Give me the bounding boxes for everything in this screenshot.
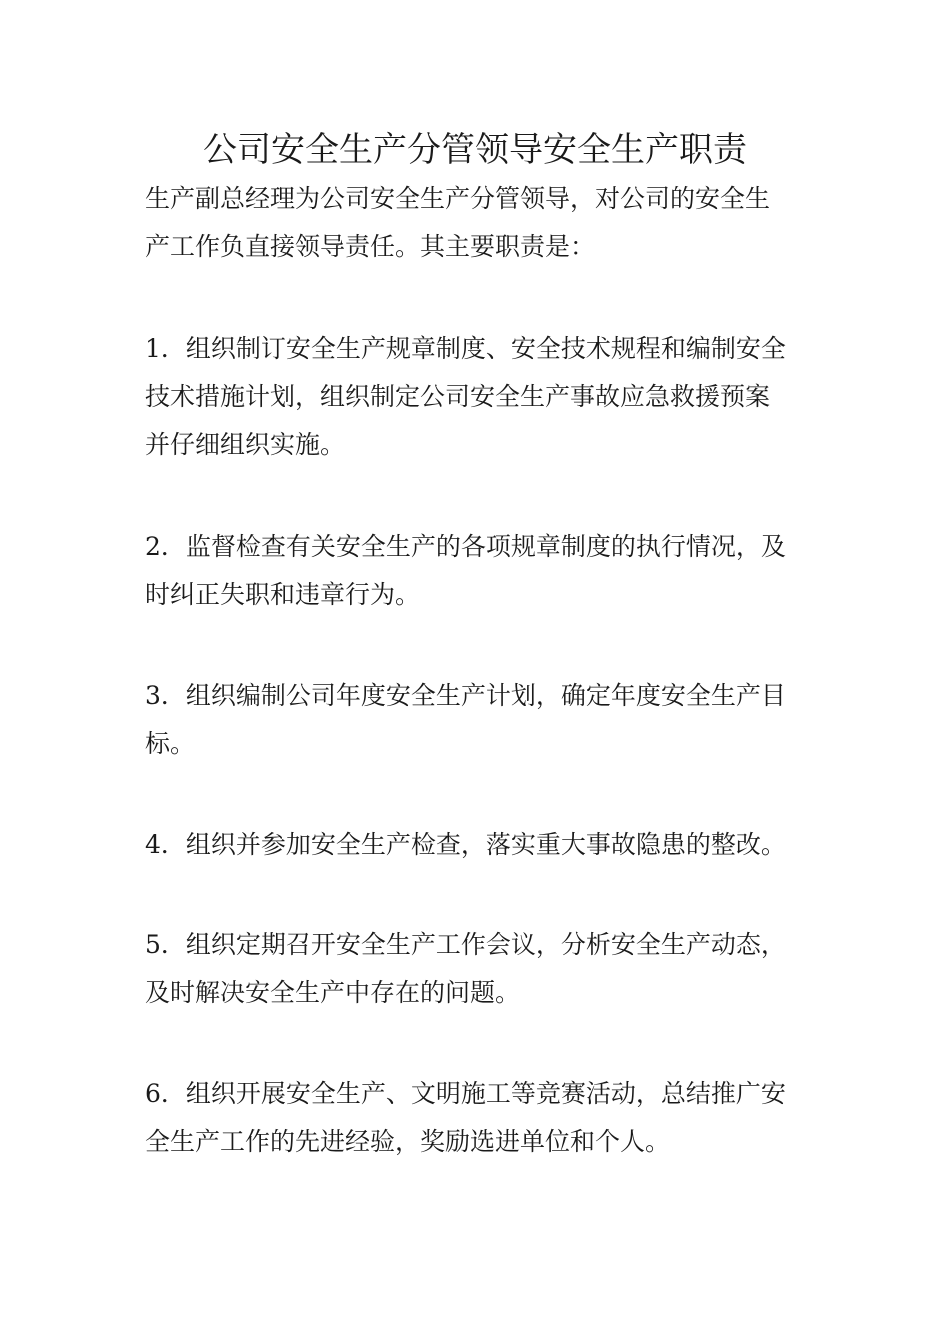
duty-item-1 xyxy=(145,325,807,469)
text-line: 生产副总经理为公司安全生产分管领导，对公司的安全生 xyxy=(145,184,771,213)
text-line: 并仔细组织实施。 xyxy=(145,430,346,459)
text-line: 标。 xyxy=(145,729,196,758)
duty-item-3 xyxy=(145,672,807,768)
duty-item-2 xyxy=(145,523,807,619)
duty-item-6 xyxy=(145,1070,807,1166)
text-line: 6．组织开展安全生产、文明施工等竞赛活动，总结推广安 xyxy=(145,1079,786,1108)
text-line: 1．组织制订安全生产规章制度、安全技术规程和编制安全 xyxy=(145,334,786,363)
duty-item-4 xyxy=(145,821,807,869)
text-line: 及时解决安全生产中存在的问题。 xyxy=(145,978,521,1007)
text-line: 产工作负直接领导责任。其主要职责是： xyxy=(145,232,596,261)
intro-paragraph xyxy=(145,175,807,271)
text-line: 时纠正失职和违章行为。 xyxy=(145,580,421,609)
text-line: 技术措施计划，组织制定公司安全生产事故应急救援预案 xyxy=(145,382,771,411)
text-line: 全生产工作的先进经验，奖励选进单位和个人。 xyxy=(145,1127,671,1156)
text-line: 5．组织定期召开安全生产工作会议，分析安全生产动态， xyxy=(145,930,786,959)
text-line: 4．组织并参加安全生产检查，落实重大事故隐患的整改。 xyxy=(145,830,786,859)
duty-item-5 xyxy=(145,921,807,1017)
text-line: 2．监督检查有关安全生产的各项规章制度的执行情况，及 xyxy=(145,532,786,561)
page-title: 公司安全生产分管领导安全生产职责 xyxy=(203,130,747,170)
text-line: 3．组织编制公司年度安全生产计划，确定年度安全生产目 xyxy=(145,681,786,710)
